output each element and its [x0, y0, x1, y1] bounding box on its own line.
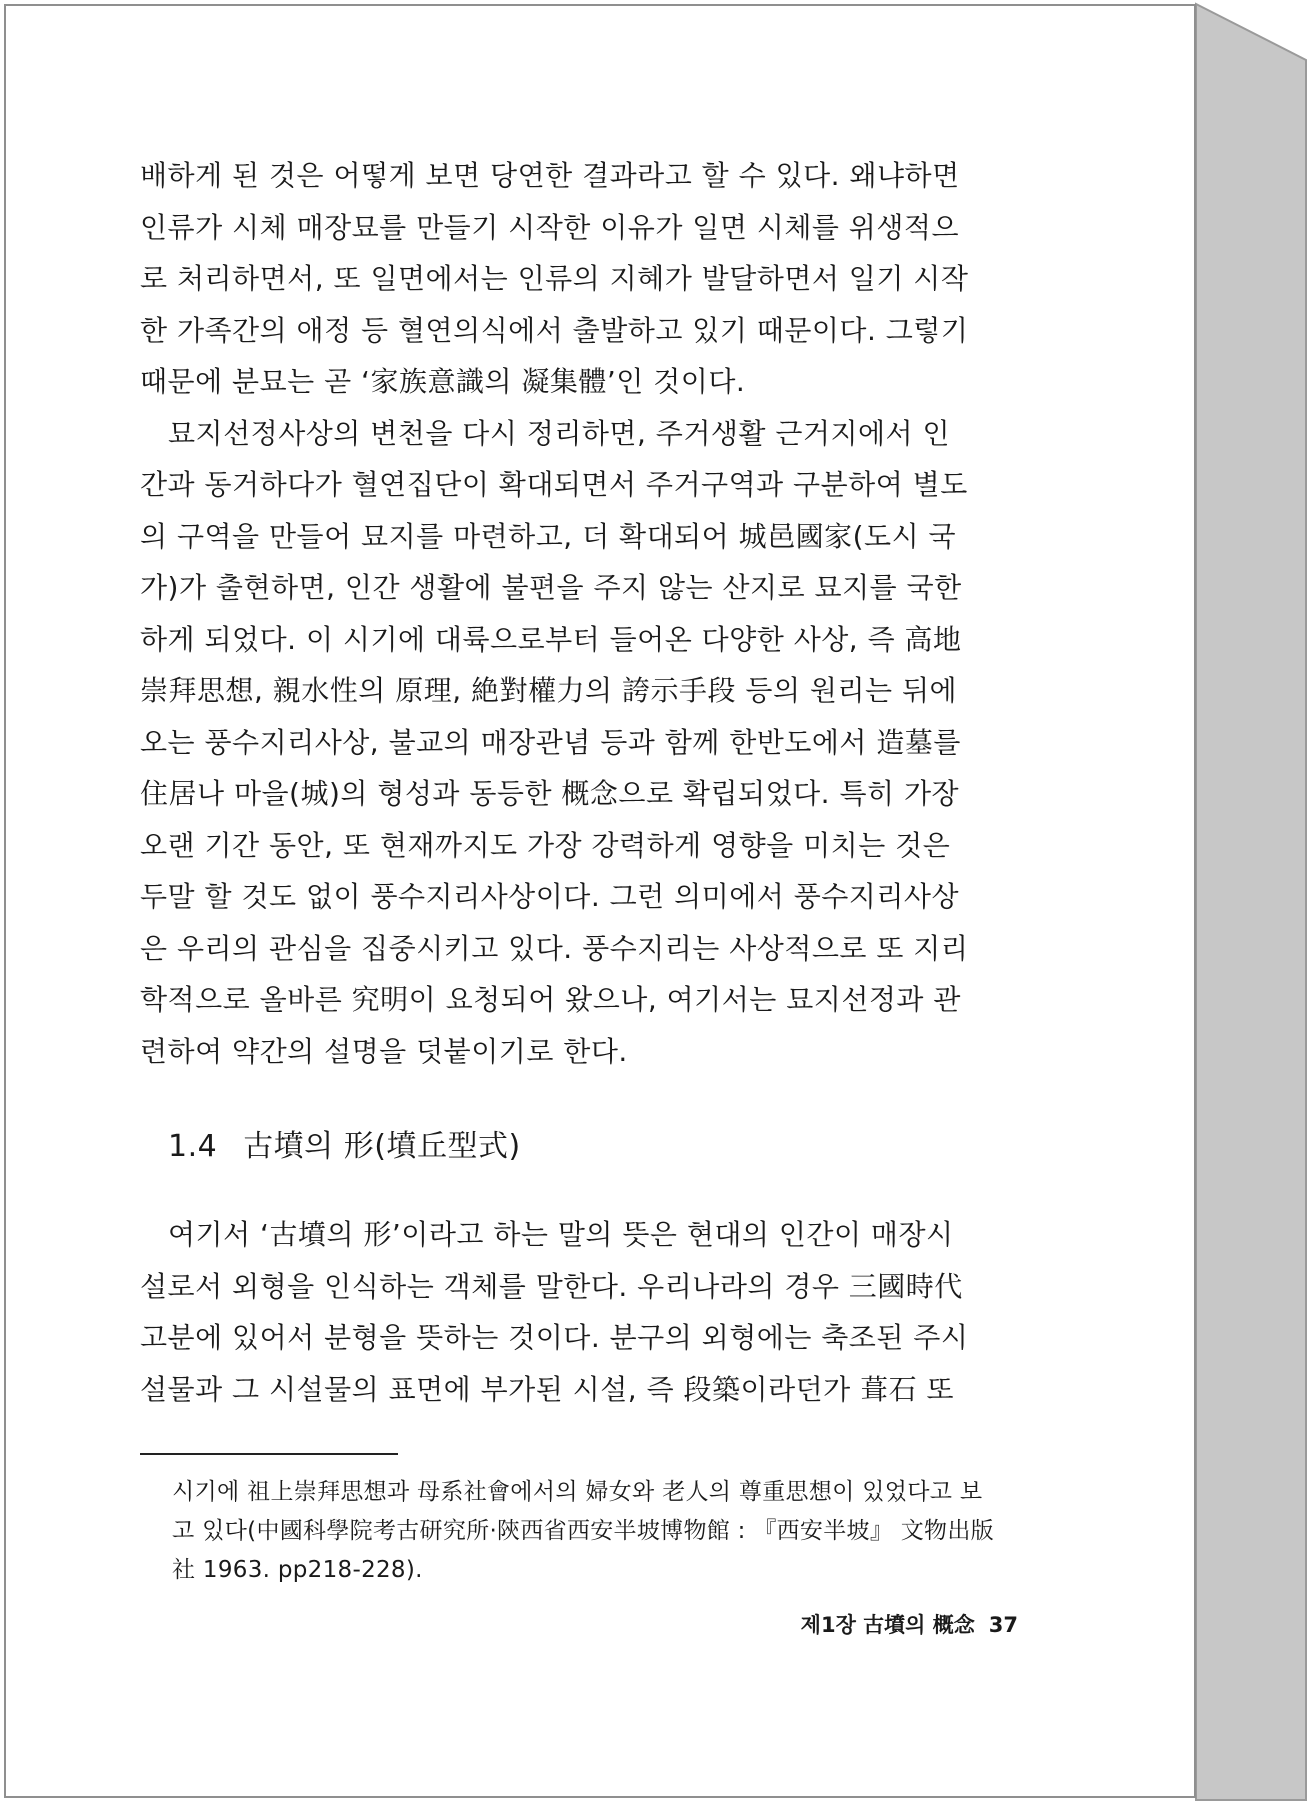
text-line: 오랜 기간 동안, 또 현재까지도 가장 강력하게 영향을 미치는 것은: [140, 828, 951, 862]
text-line: 住居나 마을(城)의 형성과 동등한 概念으로 확립되었다. 특히 가장: [140, 777, 960, 810]
section-title: 古墳의 形(墳丘型式): [243, 1129, 521, 1164]
text-line: 학적으로 올바른 究明이 요청되어 왔으나, 여기서는 묘지선정과 관: [140, 983, 961, 1016]
text-line: 가)가 출현하면, 인간 생활에 불편을 주지 않는 산지로 묘지를 국한: [140, 571, 962, 604]
text-line: 의 구역을 만들어 묘지를 마련하고, 더 확대되어 城邑國家(도시 국: [140, 519, 957, 553]
text-line: 한 가족간의 애정 등 혈연의식에서 출발하고 있기 때문이다. 그렇기: [140, 313, 969, 347]
text-line: 설로서 외형을 인식하는 객체를 말한다. 우리나라의 경우 三國時代: [140, 1269, 963, 1303]
page-content: [140, 150, 1020, 1590]
footnote-line: 시기에 祖上崇拜思想과 母系社會에서의 婦女와 老人의 尊重思想이 있었다고 보: [172, 1479, 983, 1505]
chapter-title: 제1장 古墳의 概念: [800, 1613, 975, 1637]
text-line: 여기서 ‘古墳의 形’이라고 하는 말의 뜻은 현대의 인간이 매장시: [168, 1218, 954, 1251]
text-line: 인류가 시체 매장묘를 만들기 시작한 이유가 일면 시체를 위생적으: [140, 210, 960, 244]
paragraph-2: [140, 408, 1020, 1078]
text-line: 련하여 약간의 설명을 덧붙이기로 한다.: [140, 1034, 628, 1068]
section-number: 1.4: [168, 1129, 218, 1164]
page-number: 37: [988, 1613, 1018, 1637]
running-footer: [640, 1610, 1018, 1640]
footnote-line: 社 1963. pp218-228).: [172, 1557, 423, 1583]
footnote-divider: [140, 1453, 398, 1455]
text-line: 간과 동거하다가 혈연집단이 확대되면서 주거구역과 구분하여 별도: [140, 468, 968, 501]
text-line: 묘지선정사상의 변천을 다시 정리하면, 주거생활 근거지에서 인: [168, 416, 951, 450]
text-line: 설물과 그 시설물의 표면에 부가된 시설, 즉 段築이라던가 葺石 또: [140, 1372, 955, 1406]
footnote-line: 고 있다(中國科學院考古研究所·陝西省西安半坡博物館 : 『西安半坡』 文物出版: [172, 1518, 994, 1544]
text-line: 고분에 있어서 분형을 뜻하는 것이다. 분구의 외형에는 축조된 주시: [140, 1321, 969, 1354]
text-line: 배하게 된 것은 어떻게 보면 당연한 결과라고 할 수 있다. 왜냐하면: [140, 159, 960, 192]
paragraph-1: [140, 150, 1020, 408]
text-line: 은 우리의 관심을 집중시키고 있다. 풍수지리는 사상적으로 또 지리: [140, 931, 969, 965]
text-line: 崇拜思想, 親水性의 原理, 絶對權力의 誇示手段 등의 원리는 뒤에: [140, 674, 958, 707]
text-line: 하게 되었다. 이 시기에 대륙으로부터 들어온 다양한 사상, 즉 高地: [140, 622, 962, 656]
text-line: 때문에 분묘는 곧 ‘家族意識의 凝集體’인 것이다.: [140, 365, 746, 398]
paragraph-3: [140, 1209, 1020, 1415]
text-line: 오는 풍수지리사상, 불교의 매장관념 등과 함께 한반도에서 造墓를: [140, 725, 961, 759]
section-heading: [168, 1125, 1020, 1169]
text-line: 두말 할 것도 없이 풍수지리사상이다. 그런 의미에서 풍수지리사상: [140, 880, 960, 913]
footnote: [140, 1473, 1020, 1590]
text-line: 로 처리하면서, 또 일면에서는 인류의 지혜가 발달하면서 일기 시작: [140, 262, 969, 295]
